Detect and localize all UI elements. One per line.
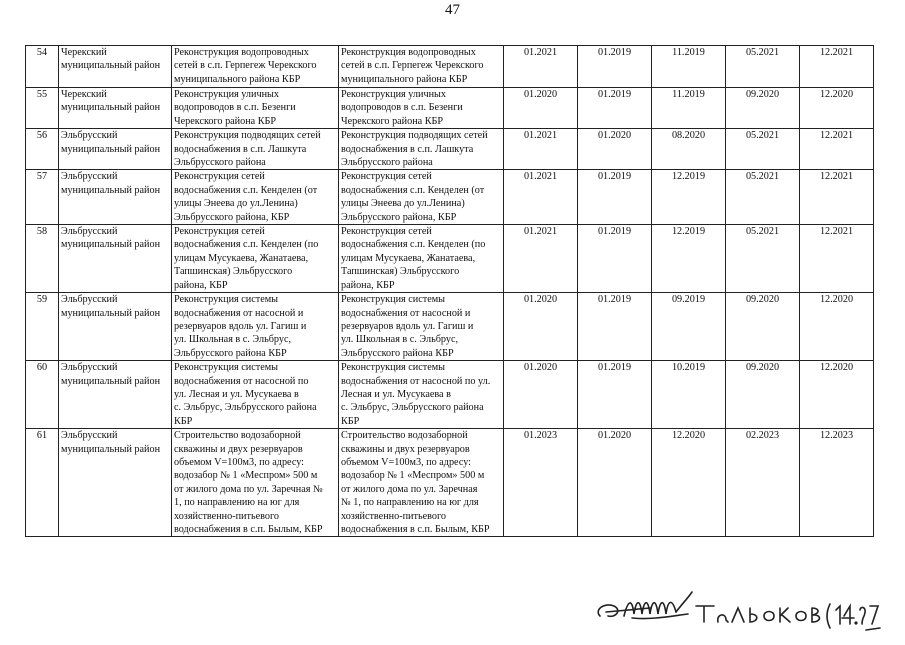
row-number: 57	[26, 170, 59, 225]
date-cell: 12.2021	[800, 129, 874, 170]
row-number: 58	[26, 225, 59, 293]
district-cell: Черекский муниципальный район	[59, 46, 172, 88]
row-number: 54	[26, 46, 59, 88]
object-name-duplicate-cell: Реконструкция подводящих сетей водоснабжения в с.п. Лашкута Эльбрусского района	[339, 129, 504, 170]
date-cell: 01.2019	[578, 88, 652, 129]
object-name-duplicate-cell: Реконструкция системы водоснабжения от насосной и резервуаров вдоль ул. Гагиш и ул. Школьная в с. Эльбрус, Эльбрусского района КБР	[339, 293, 504, 361]
date-cell: 12.2020	[800, 361, 874, 429]
object-name-cell: Реконструкция системы водоснабжения от насосной и резервуаров вдоль ул. Гагиш и ул. Школьная в с. Эльбрус, Эльбрусского района КБР	[172, 293, 339, 361]
date-cell: 05.2021	[726, 129, 800, 170]
date-cell: 09.2020	[726, 361, 800, 429]
date-cell: 12.2020	[800, 293, 874, 361]
row-number: 61	[26, 429, 59, 537]
row-number: 59	[26, 293, 59, 361]
table-row	[26, 170, 874, 225]
district-cell: Эльбрусский муниципальный район	[59, 361, 172, 429]
date-cell: 05.2021	[726, 46, 800, 88]
date-cell: 09.2020	[726, 88, 800, 129]
date-cell: 09.2019	[652, 293, 726, 361]
date-cell: 01.2021	[504, 46, 578, 88]
district-cell: Эльбрусский муниципальный район	[59, 225, 172, 293]
date-cell: 12.2019	[652, 225, 726, 293]
table-row	[26, 88, 874, 129]
date-cell: 01.2020	[504, 88, 578, 129]
date-cell: 08.2020	[652, 129, 726, 170]
date-cell: 05.2021	[726, 225, 800, 293]
date-cell: 01.2020	[504, 361, 578, 429]
date-cell: 12.2021	[800, 170, 874, 225]
page-number: 47	[445, 2, 460, 18]
date-cell: 01.2021	[504, 170, 578, 225]
date-cell: 02.2023	[726, 429, 800, 537]
district-cell: Черекский муниципальный район	[59, 88, 172, 129]
date-cell: 05.2021	[726, 170, 800, 225]
date-cell: 01.2021	[504, 225, 578, 293]
date-cell: 12.2021	[800, 46, 874, 88]
district-cell: Эльбрусский муниципальный район	[59, 129, 172, 170]
object-name-duplicate-cell: Реконструкция сетей водоснабжения с.п. Кенделен (по улицам Мусукаева, Жанатаева, Тапшинская) Эльбрусского района, КБР	[339, 225, 504, 293]
object-name-duplicate-cell: Реконструкция сетей водоснабжения с.п. Кенделен (от улицы Энеева до ул.Ленина) Эльбрусского района, КБР	[339, 170, 504, 225]
date-cell: 12.2020	[652, 429, 726, 537]
table-row	[26, 129, 874, 170]
object-name-cell: Реконструкция подводящих сетей водоснабжения в с.п. Лашкута Эльбрусского района	[172, 129, 339, 170]
projects-table	[25, 45, 874, 537]
date-cell: 10.2019	[652, 361, 726, 429]
object-name-duplicate-cell: Реконструкция водопроводных сетей в с.п. Герпегеж Черекского муниципального района КБР	[339, 46, 504, 88]
date-cell: 01.2019	[578, 170, 652, 225]
object-name-duplicate-cell: Строительство водозаборной скважины и двух резервуаров объемом V=100м3, по адресу: водозабор № 1 «Меспром» 500 м от жилого дома по ул. Заречная № 1, по направлению на юг для хозяйственно-питьевого водоснабжения в с.п. Былым, КБР	[339, 429, 504, 537]
row-number: 60	[26, 361, 59, 429]
date-cell: 01.2019	[578, 361, 652, 429]
district-cell: Эльбрусский муниципальный район	[59, 429, 172, 537]
row-number: 55	[26, 88, 59, 129]
date-cell: 11.2019	[652, 46, 726, 88]
object-name-duplicate-cell: Реконструкция системы водоснабжения от насосной по ул. Лесная и ул. Мусукаева в с. Эльбрус, Эльбрусского района КБР	[339, 361, 504, 429]
table-row	[26, 361, 874, 429]
table-row	[26, 225, 874, 293]
object-name-cell: Реконструкция водопроводных сетей в с.п. Герпегеж Черекского муниципального района КБР	[172, 46, 339, 88]
district-cell: Эльбрусский муниципальный район	[59, 170, 172, 225]
date-cell: 12.2021	[800, 225, 874, 293]
date-cell: 12.2020	[800, 88, 874, 129]
date-cell: 01.2023	[504, 429, 578, 537]
district-cell: Эльбрусский муниципальный район	[59, 293, 172, 361]
date-cell: 01.2020	[578, 129, 652, 170]
date-cell: 01.2020	[504, 293, 578, 361]
date-cell: 01.2020	[578, 429, 652, 537]
date-cell: 01.2019	[578, 293, 652, 361]
object-name-duplicate-cell: Реконструкция уличных водопроводов в с.п. Безенги Черекского района КБР	[339, 88, 504, 129]
date-cell: 11.2019	[652, 88, 726, 129]
object-name-cell: Реконструкция уличных водопроводов в с.п. Безенги Черекского района КБР	[172, 88, 339, 129]
date-cell: 01.2021	[504, 129, 578, 170]
row-number: 56	[26, 129, 59, 170]
table-row	[26, 46, 874, 88]
date-cell: 01.2019	[578, 225, 652, 293]
date-cell: 09.2020	[726, 293, 800, 361]
date-cell: 01.2019	[578, 46, 652, 88]
date-cell: 12.2019	[652, 170, 726, 225]
object-name-cell: Реконструкция сетей водоснабжения с.п. Кенделен (от улицы Энеева до ул.Ленина) Эльбрусского района, КБР	[172, 170, 339, 225]
object-name-cell: Строительство водозаборной скважины и двух резервуаров объемом V=100м3, по адресу: водозабор № 1 «Меспром» 500 м от жилого дома по ул. Заречная № 1, по направлению на юг для хозяйственно-питьевого водоснабжения в с.п. Былым, КБР	[172, 429, 339, 537]
date-cell: 12.2023	[800, 429, 874, 537]
object-name-cell: Реконструкция системы водоснабжения от насосной по ул. Лесная и ул. Мусукаева в с. Эльбрус, Эльбрусского района КБР	[172, 361, 339, 429]
object-name-cell: Реконструкция сетей водоснабжения с.п. Кенделен (по улицам Мусукаева, Жанатаева, Тапшинская) Эльбрусского района, КБР	[172, 225, 339, 293]
table-row	[26, 429, 874, 537]
handwritten-signature	[592, 586, 882, 640]
table-row	[26, 293, 874, 361]
